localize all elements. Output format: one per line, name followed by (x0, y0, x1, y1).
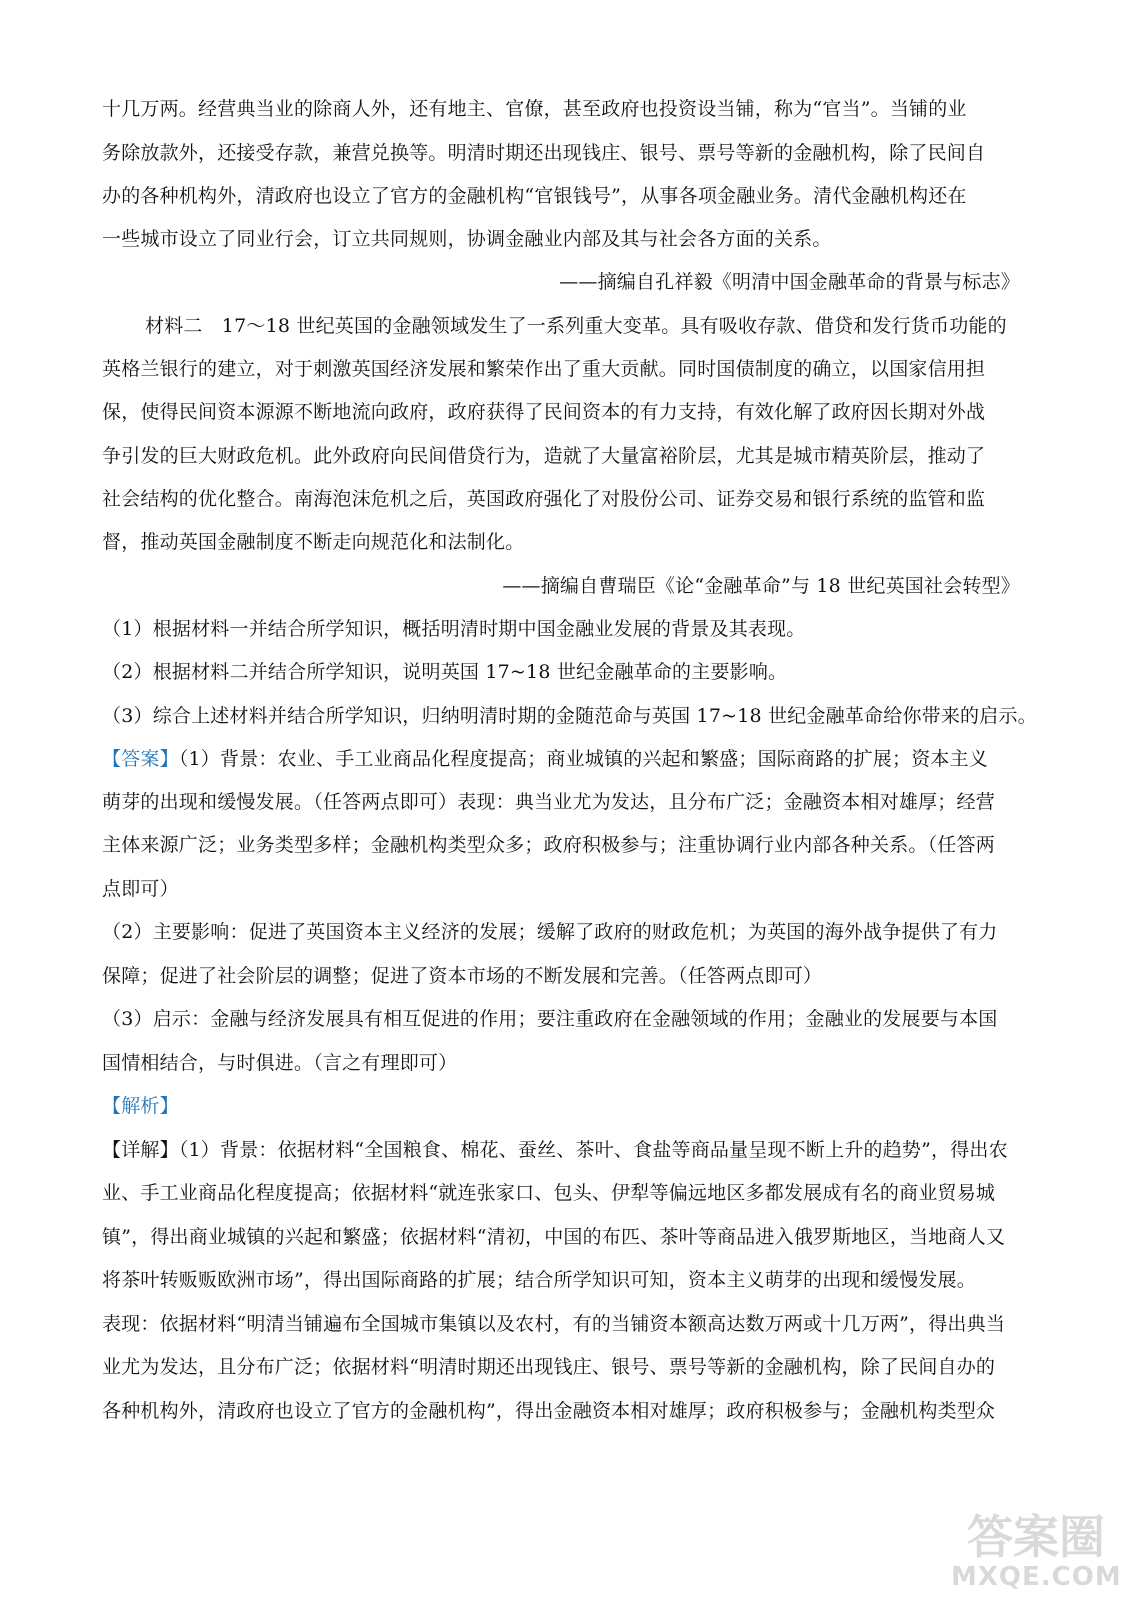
material1-line: 十几万两。经营典当业的除商人外，还有地主、官僚，甚至政府也投资设当铺，称为“官当”。当铺的业 (102, 98, 967, 120)
site-watermark (951, 1512, 1121, 1592)
material2-line: 保，使得民间资本源源不断地流向政府，政府获得了民间资本的有力支持，有效化解了政府因长期对外战 (102, 401, 986, 423)
answer-line: （2）主要影响：促进了英国资本主义经济的发展；缓解了政府的财政危机；为英国的海外战争提供了有力 (102, 921, 998, 943)
material1-line: 一些城市设立了同业行会，订立共同规则，协调金融业内部及其与社会各方面的关系。 (102, 228, 832, 250)
analysis-line: 业尤为发达，且分布广泛；依据材料“明清时期还出现钱庄、银号、票号等新的金融机构，除了民间自办的 (102, 1356, 996, 1378)
material2-line: 材料二 17～18 世纪英国的金融领域发生了一系列重大变革。具有吸收存款、借贷和发行货币功能的 (145, 315, 1007, 337)
material2-line: 督，推动英国金融制度不断走向规范化和法制化。 (102, 531, 525, 553)
analysis-line: 业、手工业商品化程度提高；依据材料“就连张家口、包头、伊犁等偏远地区多都发展成有名的商业贸易城 (102, 1182, 996, 1204)
material2-line: 争引发的巨大财政危机。此外政府向民间借贷行为，造就了大量富裕阶层，尤其是城市精英阶层，推动了 (102, 445, 986, 467)
material2-line: 社会结构的优化整合。南海泡沫危机之后，英国政府强化了对股份公司、证券交易和银行系统的监管和监 (102, 488, 986, 510)
material2-line: 英格兰银行的建立，对于刺激英国经济发展和繁荣作出了重大贡献。同时国债制度的确立，以国家信用担 (102, 358, 986, 380)
detail-label: 【详解】 (102, 1139, 179, 1161)
material2-source: ——摘编自曹瑞臣《论“金融革命”与 18 世纪英国社会转型》 (502, 575, 1020, 597)
answer-label: 【答案】 (102, 748, 179, 770)
answer-line: 萌芽的出现和缓慢发展。（任答两点即可）表现：典当业尤为发达，且分布广泛；金融资本相对雄厚；经营 (102, 791, 995, 813)
question-3: （3）综合上述材料并结合所学知识，归纳明清时期的金随范命与英国 17~18 世纪金融革命给你带来的启示。 (102, 705, 1037, 727)
material1-line: 务除放款外，还接受存款，兼营兑换等。明清时期还出现钱庄、银号、票号等新的金融机构，除了民间自 (102, 142, 986, 164)
analysis-label: 【解析】 (102, 1095, 179, 1117)
answer-line: 主体来源广泛；业务类型多样；金融机构类型众多；政府积极参与；注重协调行业内部各种关系。（任答两 (102, 834, 995, 856)
answer-line: （3）启示：金融与经济发展具有相互促进的作用；要注重政府在金融领域的作用；金融业的发展要与本国 (102, 1008, 998, 1030)
answer-line: 保障；促进了社会阶层的调整；促进了资本市场的不断发展和完善。（任答两点即可） (102, 965, 823, 987)
answer-text: （1）背景：农业、手工业商品化程度提高；商业城镇的兴起和繁盛；国际商路的扩展；资本主义 (178, 748, 989, 770)
material1-line: 办的各种机构外，清政府也设立了官方的金融机构“官银钱号”，从事各项金融业务。清代金融机构还在 (102, 185, 967, 207)
question-1: （1）根据材料一并结合所学知识，概括明清时期中国金融业发展的背景及其表现。 (102, 618, 806, 640)
material1-source: ——摘编自孔祥毅《明清中国金融革命的背景与标志》 (559, 271, 1020, 293)
analysis-text: （1）背景：依据材料“全国粮食、棉花、蚕丝、茶叶、食盐等商品量呈现不断上升的趋势”，得出农 (178, 1139, 1008, 1161)
analysis-line: 各种机构外，清政府也设立了官方的金融机构”，得出金融资本相对雄厚；政府积极参与；金融机构类型众 (102, 1400, 996, 1422)
analysis-line: 表现：依据材料“明清当铺遍布全国城市集镇以及农村，有的当铺资本额高达数万两或十几万两”，得出典当 (102, 1313, 1006, 1335)
watermark-logo-text: 答案圈 (967, 1510, 1105, 1564)
question-2: （2）根据材料二并结合所学知识，说明英国 17~18 世纪金融革命的主要影响。 (102, 661, 788, 683)
answer-line: 国情相结合，与时俱进。（言之有理即可） (102, 1052, 458, 1074)
analysis-first-line (102, 1138, 1022, 1162)
answer-first-line (102, 747, 1022, 771)
answer-line: 点即可） (102, 878, 179, 900)
analysis-line: 将茶叶转贩贩欧洲市场”，得出国际商路的扩展；结合所学知识可知，资本主义萌芽的出现和缓慢发展。 (102, 1269, 976, 1291)
analysis-line: 镇”，得出商业城镇的兴起和繁盛；依据材料“清初，中国的布匹、茶叶等商品进入俄罗斯地区，当地商人又 (102, 1226, 1006, 1248)
watermark-domain: MXQE.COM (951, 1562, 1122, 1592)
